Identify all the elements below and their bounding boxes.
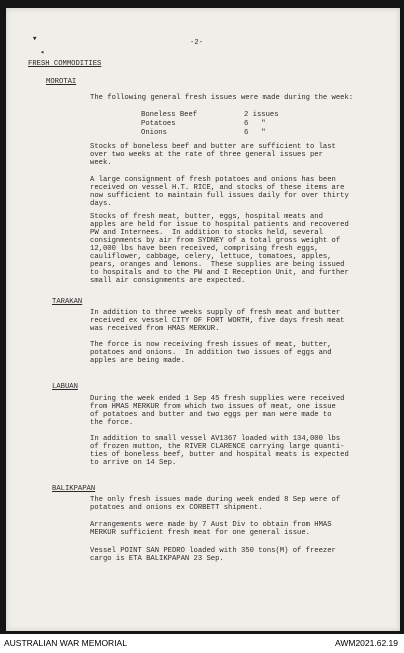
punch-hole-mark: ◂ xyxy=(40,49,45,57)
paragraph-line: PW and Internees. In addition to stocks held, several xyxy=(90,229,323,237)
archive-footer xyxy=(0,634,404,653)
item-name: Boneless Beef xyxy=(141,111,198,119)
paragraph-line: the force. xyxy=(90,419,134,427)
paragraph-line: MERKUR sufficient fresh meat for one general issue. xyxy=(90,529,310,537)
paragraph-line: ties of boneless beef, butter and hospital meats is expected xyxy=(90,451,349,459)
item-name: Potatoes xyxy=(141,120,176,128)
paragraph-line: of potatoes and butter and two eggs per man were made to xyxy=(90,411,332,419)
paragraph-line: to arrive on 14 Sep. xyxy=(90,459,177,467)
paragraph-line: potatoes and onions ex CORBETT shipment. xyxy=(90,504,263,512)
paragraph-line: A large consignment of fresh potatoes and onions has been xyxy=(90,176,336,184)
paragraph-line: apples are being made. xyxy=(90,357,185,365)
heading-labuan: LABUAN xyxy=(52,383,78,391)
paragraph-line: week. xyxy=(90,159,112,167)
paragraph-line: received ex vessel CITY OF FORT WORTH, five days fresh meat xyxy=(90,317,345,325)
paragraph-line: 12,000 lbs have been received, comprising fresh eggs, xyxy=(90,245,319,253)
paragraph-line: pears, oranges and lemons. These supplies are being issued xyxy=(90,261,345,269)
paragraph-line: to hospitals and to the PW and I Reception Unit, and further xyxy=(90,269,349,277)
document-page xyxy=(6,8,400,631)
paragraph-line: small air consignments are expected. xyxy=(90,277,246,285)
footer-institution: AUSTRALIAN WAR MEMORIAL xyxy=(4,638,127,648)
paragraph-line: The only fresh issues made during week ended 8 Sep were of xyxy=(90,496,341,504)
section-title: FRESH COMMODITIES xyxy=(28,60,102,68)
paragraph-line: During the week ended 1 Sep 45 fresh supplies were received xyxy=(90,395,345,403)
paragraph-line: In addition to three weeks supply of fresh meat and butter xyxy=(90,309,341,317)
paragraph-line: now sufficient to maintain full issues daily for over thirty xyxy=(90,192,349,200)
item-name: Onions xyxy=(141,129,167,137)
punch-hole-mark: ▾ xyxy=(32,34,38,44)
paragraph-line: Vessel POINT SAN PEDRO loaded with 350 tons(M) of freezer xyxy=(90,547,336,555)
paragraph-line: cauliflower, cabbage, celery, lettuce, tomatoes, apples, xyxy=(90,253,332,261)
paragraph-line: cargo is ETA BALIKPAPAN 23 Sep. xyxy=(90,555,224,563)
paragraph-line: of frozen mutton, the RIVER CLARENCE carrying large quanti- xyxy=(90,443,345,451)
paragraph-line: received on vessel H.T. RICE, and stocks of these items are xyxy=(90,184,345,192)
paragraph-line: consignments by air from SYDNEY of a total gross weight of xyxy=(90,237,341,245)
paragraph-line: The force is now receiving fresh issues of meat, butter, xyxy=(90,341,332,349)
paragraph-line: days. xyxy=(90,200,112,208)
item-qty: 6 " xyxy=(244,129,266,137)
paragraph-line: from HMAS MERKUR from which two issues of meat, one issue xyxy=(90,403,336,411)
page-number: -2- xyxy=(190,39,203,47)
heading-balikpapan: BALIKPAPAN xyxy=(52,485,96,493)
heading-morotai: MOROTAI xyxy=(46,78,77,86)
paragraph-line: The following general fresh issues were made during the week: xyxy=(90,94,354,102)
paragraph-line: Stocks of boneless beef and butter are sufficient to last xyxy=(90,143,336,151)
paragraph-line: potatoes and onions. In addition two issues of eggs and xyxy=(90,349,332,357)
footer-accession-number: AWM2021.62.19 xyxy=(335,638,398,648)
item-qty: 6 " xyxy=(244,120,266,128)
paragraph-line: Stocks of fresh meat, butter, eggs, hospital meats and xyxy=(90,213,323,221)
heading-tarakan: TARAKAN xyxy=(52,298,83,306)
paragraph-line: apples are held for issue to hospital patients and recovered xyxy=(90,221,349,229)
paragraph-line: In addition to small vessel AV1367 loaded with 134,000 lbs xyxy=(90,435,341,443)
paragraph-line: was received from HMAS MERKUR. xyxy=(90,325,220,333)
paragraph-line: Arrangements were made by 7 Aust Div to obtain from HMAS xyxy=(90,521,332,529)
paragraph-line: over two weeks at the rate of three general issues per xyxy=(90,151,323,159)
item-qty: 2 issues xyxy=(244,111,279,119)
